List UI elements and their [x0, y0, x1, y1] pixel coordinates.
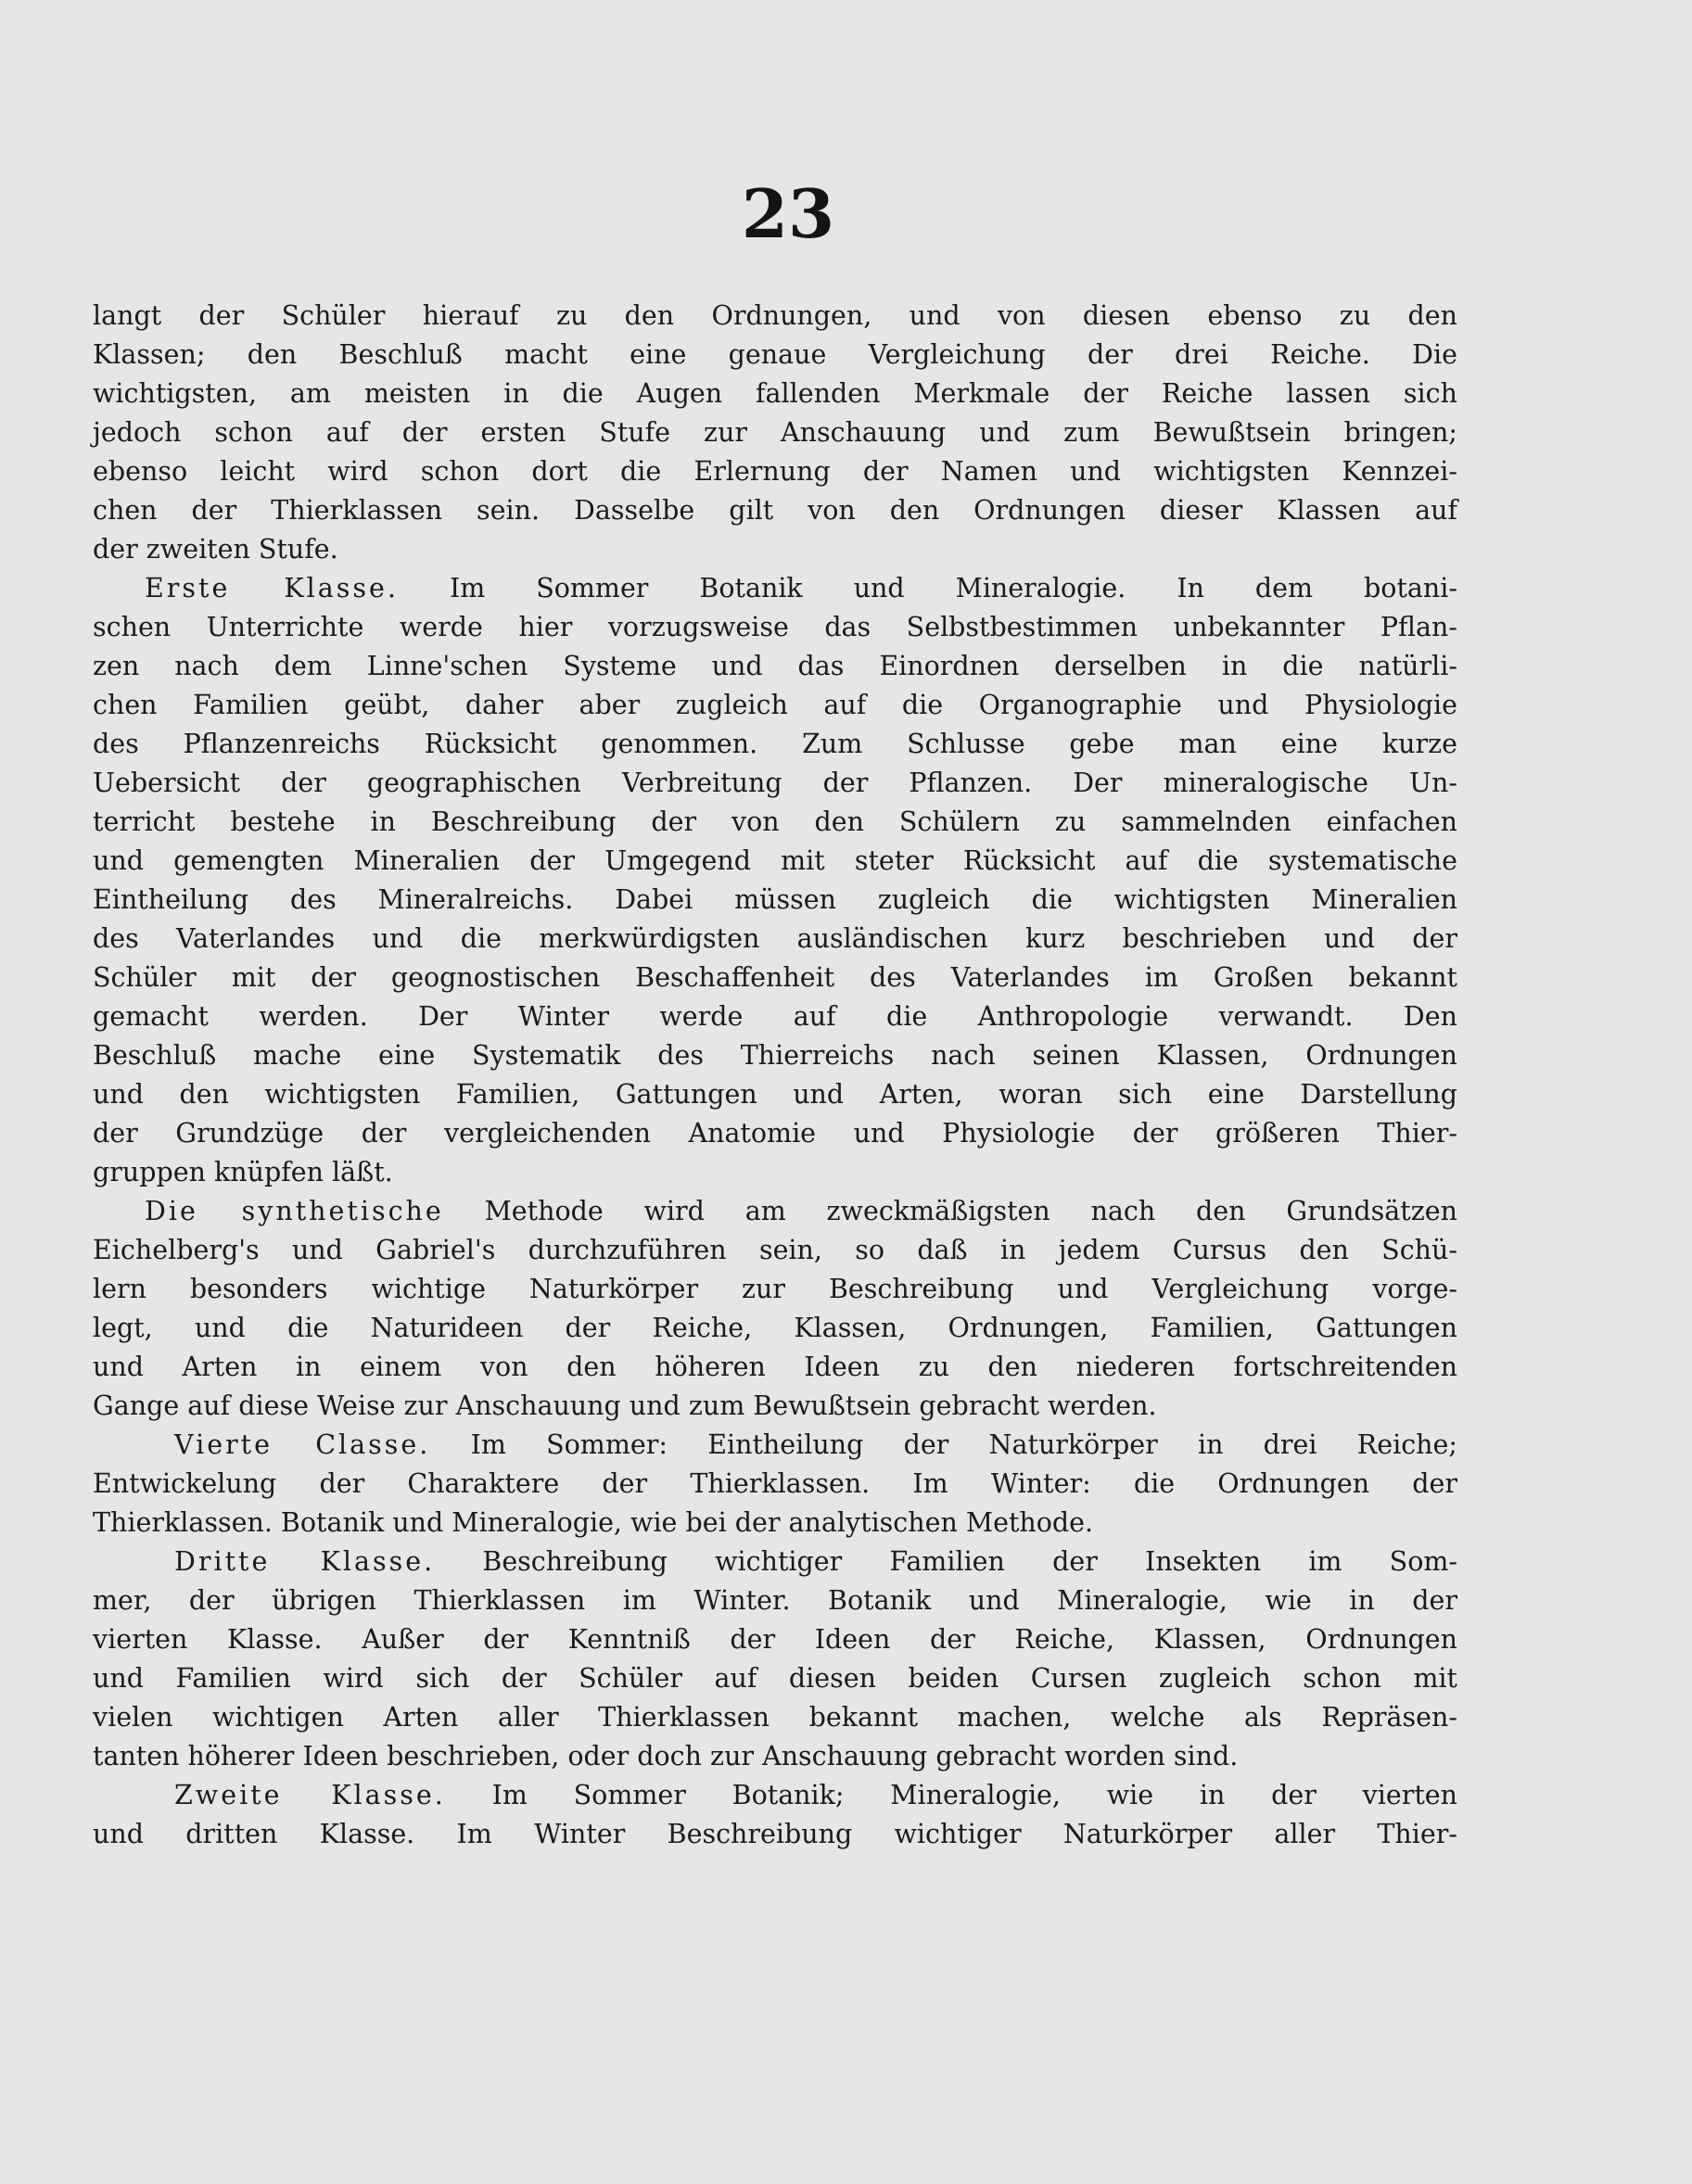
text-line: der zweiten Stufe.	[93, 534, 338, 565]
text-line: Die synthetische Methode wird am zweckmäßigsten nach den Grundsätzen	[145, 1196, 1457, 1226]
text-line: mer, der übrigen Thierklassen im Winter. Botanik und Mineralogie, wie in der	[93, 1585, 1457, 1616]
text-line: chen der Thierklassen sein. Dasselbe gilt von den Ordnungen dieser Klassen auf	[93, 495, 1457, 526]
paragraph-dritte-klasse	[93, 1543, 1457, 1776]
text-line: und Arten in einem von den höheren Ideen zu den niederen fortschreitenden	[93, 1352, 1457, 1382]
text-line: Erste Klasse. Im Sommer Botanik und Mineralogie. In dem botani-	[145, 573, 1457, 603]
section-heading: Zweite Klasse.	[174, 1780, 446, 1810]
paragraph-synthetische-methode	[93, 1192, 1457, 1426]
text-line: Entwickelung der Charaktere der Thierklassen. Im Winter: die Ordnungen der	[93, 1468, 1457, 1499]
paragraph-vierte-classe	[93, 1426, 1457, 1543]
text-line: jedoch schon auf der ersten Stufe zur Anschauung und zum Bewußtsein bringen;	[93, 417, 1457, 448]
text-line: Klassen; den Beschluß macht eine genaue Vergleichung der drei Reiche. Die	[93, 339, 1457, 370]
page-number: 23	[741, 174, 835, 253]
text-line: lern besonders wichtige Naturkörper zur Beschreibung und Vergleichung vorge-	[93, 1274, 1457, 1304]
text-line: Dritte Klasse. Beschreibung wichtiger Familien der Insekten im Som-	[174, 1546, 1458, 1577]
paragraph-erste-klasse	[93, 569, 1457, 1192]
body-text	[93, 297, 1457, 1854]
text-line: und den wichtigsten Familien, Gattungen und Arten, woran sich eine Darstellung	[93, 1079, 1457, 1110]
text-line: chen Familien geübt, daher aber zugleich auf die Organographie und Physiologie	[93, 690, 1457, 720]
text-line: Gange auf diese Weise zur Anschauung und zum Bewußtsein gebracht werden.	[93, 1390, 1157, 1421]
section-heading: Vierte Classe.	[174, 1429, 431, 1460]
paragraph-intro	[93, 297, 1457, 569]
text-line: Uebersicht der geographischen Verbreitung der Pflanzen. Der mineralogische Un-	[93, 768, 1457, 798]
paragraph-zweite-klasse	[93, 1776, 1457, 1854]
text-line: Eintheilung des Mineralreichs. Dabei müssen zugleich die wichtigsten Mineralien	[93, 884, 1457, 915]
section-heading: Erste Klasse.	[145, 573, 399, 603]
section-heading: Dritte Klasse.	[174, 1546, 436, 1577]
text-line: gemacht werden. Der Winter werde auf die Anthropologie verwandt. Den	[93, 1001, 1457, 1032]
text-line: und dritten Klasse. Im Winter Beschreibung wichtiger Naturkörper aller Thier-	[93, 1819, 1457, 1849]
text-line: wichtigsten, am meisten in die Augen fallenden Merkmale der Reiche lassen sich	[93, 378, 1457, 409]
text-line: des Pflanzenreichs Rücksicht genommen. Zum Schlusse gebe man eine kurze	[93, 729, 1457, 759]
text-line: Thierklassen. Botanik und Mineralogie, wie bei der analytischen Methode.	[93, 1507, 1094, 1538]
text-line: langt der Schüler hierauf zu den Ordnungen, und von diesen ebenso zu den	[93, 300, 1457, 331]
text-line: vierten Klasse. Außer der Kenntniß der Ideen der Reiche, Klassen, Ordnungen	[93, 1624, 1457, 1655]
text-line: vielen wichtigen Arten aller Thierklassen bekannt machen, welche als Repräsen-	[93, 1702, 1457, 1733]
text-line: und Familien wird sich der Schüler auf diesen beiden Cursen zugleich schon mit	[93, 1663, 1457, 1694]
text-line: der Grundzüge der vergleichenden Anatomie und Physiologie der größeren Thier-	[93, 1118, 1457, 1149]
text-line: Zweite Klasse. Im Sommer Botanik; Mineralogie, wie in der vierten	[174, 1780, 1457, 1810]
text-line: tanten höherer Ideen beschrieben, oder doch zur Anschauung gebracht worden sind.	[93, 1741, 1239, 1771]
text-line: und gemengten Mineralien der Umgegend mit steter Rücksicht auf die systematische	[93, 845, 1457, 876]
text-line: des Vaterlandes und die merkwürdigsten ausländischen kurz beschrieben und der	[93, 923, 1457, 954]
text-line: legt, und die Naturideen der Reiche, Klassen, Ordnungen, Familien, Gattungen	[93, 1313, 1457, 1343]
text-line: ebenso leicht wird schon dort die Erlernung der Namen und wichtigsten Kennzei-	[93, 456, 1457, 487]
text-line: terricht bestehe in Beschreibung der von den Schülern zu sammelnden einfachen	[93, 806, 1457, 837]
text-line: zen nach dem Linne'schen Systeme und das Einordnen derselben in die natürli-	[93, 651, 1457, 681]
text-line: schen Unterrichte werde hier vorzugsweise das Selbstbestimmen unbekannter Pflan-	[93, 612, 1457, 642]
text-line: gruppen knüpfen läßt.	[93, 1157, 393, 1187]
section-heading: Die synthetische	[145, 1196, 444, 1226]
text-line: Schüler mit der geognostischen Beschaffenheit des Vaterlandes im Großen bekannt	[93, 962, 1457, 993]
text-line: Vierte Classe. Im Sommer: Eintheilung der Naturkörper in drei Reiche;	[174, 1429, 1457, 1460]
text-line: Eichelberg's und Gabriel's durchzuführen sein, so daß in jedem Cursus den Schü-	[93, 1235, 1457, 1265]
text-line: Beschluß mache eine Systematik des Thierreichs nach seinen Klassen, Ordnungen	[93, 1040, 1457, 1071]
